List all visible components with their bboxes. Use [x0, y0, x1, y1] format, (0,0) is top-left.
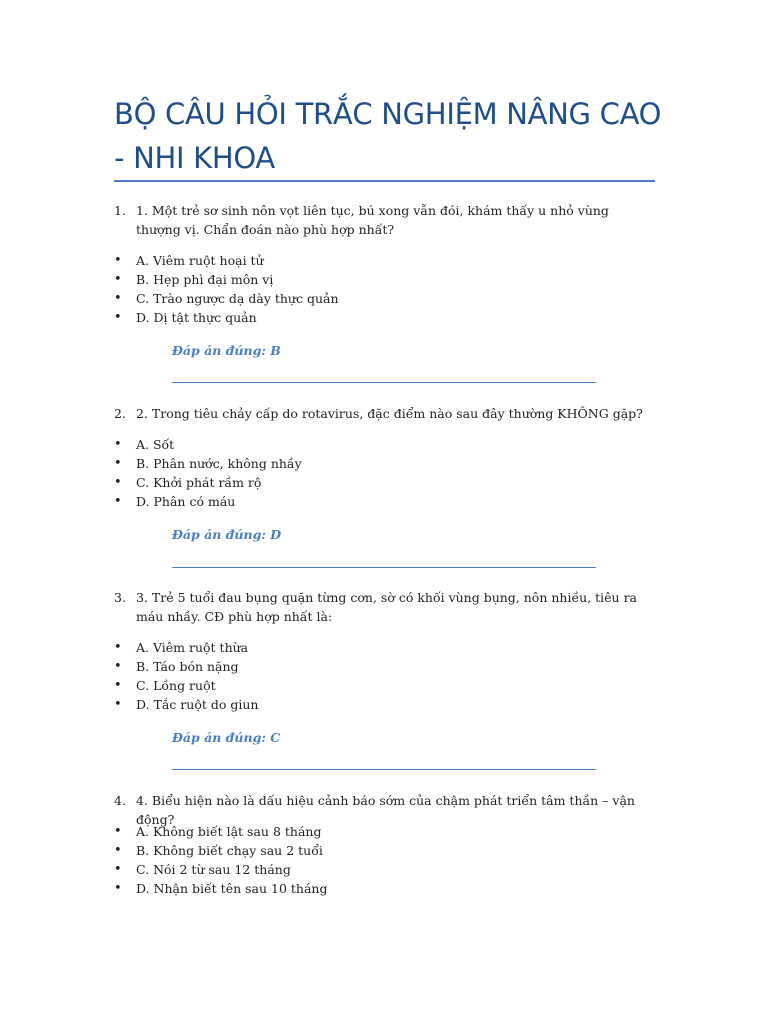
option-item: • B. Táo bón nặng [114, 659, 239, 674]
question-text: 4. Biểu hiện nào là dấu hiệu cảnh báo sớm của chậm phát triển tâm thần – vận động? [136, 793, 635, 827]
answer-3: Đáp án đúng: C [172, 730, 281, 745]
question-number: 3. [114, 590, 126, 605]
bullet-icon: • [114, 862, 122, 877]
bullet-icon: • [114, 678, 122, 693]
bullet-icon: • [114, 881, 122, 896]
option-item: • A. Viêm ruột thừa [114, 640, 249, 655]
option-item: • C. Lồng ruột [114, 678, 216, 693]
option-item: • A. Không biết lật sau 8 tháng [114, 824, 322, 839]
bullet-icon: • [114, 640, 122, 655]
question-separator [172, 769, 596, 770]
bullet-icon: • [114, 659, 122, 674]
question-number: 2. [114, 406, 126, 421]
option-item: • C. Nói 2 từ sau 12 tháng [114, 862, 291, 877]
option-item: • C. Khởi phát rầm rộ [114, 475, 262, 490]
bullet-icon: • [114, 291, 122, 306]
option-item: • B. Phân nước, không nhầy [114, 456, 302, 471]
option-item: • B. Hẹp phì đại môn vị [114, 272, 274, 287]
bullet-icon: • [114, 494, 122, 509]
option-item: • D. Phân có máu [114, 494, 236, 509]
answer-1: Đáp án đúng: B [172, 343, 281, 358]
question-separator [172, 382, 596, 383]
bullet-icon: • [114, 310, 122, 325]
question-number: 1. [114, 203, 126, 218]
option-item: • C. Trào ngược dạ dày thực quản [114, 291, 339, 306]
bullet-icon: • [114, 456, 122, 471]
option-item: • D. Tắc ruột do giun [114, 697, 259, 712]
question-1 [114, 201, 654, 239]
page-title: BỘ CÂU HỎI TRẮC NGHIỆM NÂNG CAO - NHI KHOA [114, 97, 662, 175]
question-text: 1. Một trẻ sơ sinh nôn vọt liên tục, bú xong vẫn đói, khám thấy u nhỏ vùng thượng vị. Chẩn đoán nào phù hợp nhất? [136, 203, 609, 237]
bullet-icon: • [114, 437, 122, 452]
options-list-4 [114, 822, 654, 898]
question-separator [172, 567, 596, 568]
bullet-icon: • [114, 475, 122, 490]
option-item: • D. Nhận biết tên sau 10 tháng [114, 881, 328, 896]
question-text: 2. Trong tiêu chảy cấp do rotavirus, đặc điểm nào sau đây thường KHÔNG gặp? [136, 406, 643, 421]
option-item: • A. Sốt [114, 437, 175, 452]
option-item: • B. Không biết chạy sau 2 tuổi [114, 843, 323, 858]
question-3 [114, 588, 654, 626]
title-divider [114, 180, 655, 182]
option-item: • D. Dị tật thực quản [114, 310, 257, 325]
options-list-1 [114, 251, 654, 327]
option-item: • A. Viêm ruột hoại tử [114, 253, 264, 268]
bullet-icon: • [114, 697, 122, 712]
question-number: 4. [114, 793, 126, 808]
options-list-3 [114, 638, 654, 714]
options-list-2 [114, 435, 654, 511]
bullet-icon: • [114, 843, 122, 858]
bullet-icon: • [114, 824, 122, 839]
answer-2: Đáp án đúng: D [172, 527, 282, 542]
bullet-icon: • [114, 272, 122, 287]
question-text: 3. Trẻ 5 tuổi đau bụng quặn từng cơn, sờ có khối vùng bụng, nôn nhiều, tiêu ra máu nhầy. CĐ phù hợp nhất là: [136, 590, 638, 624]
question-2 [114, 404, 654, 423]
bullet-icon: • [114, 253, 122, 268]
